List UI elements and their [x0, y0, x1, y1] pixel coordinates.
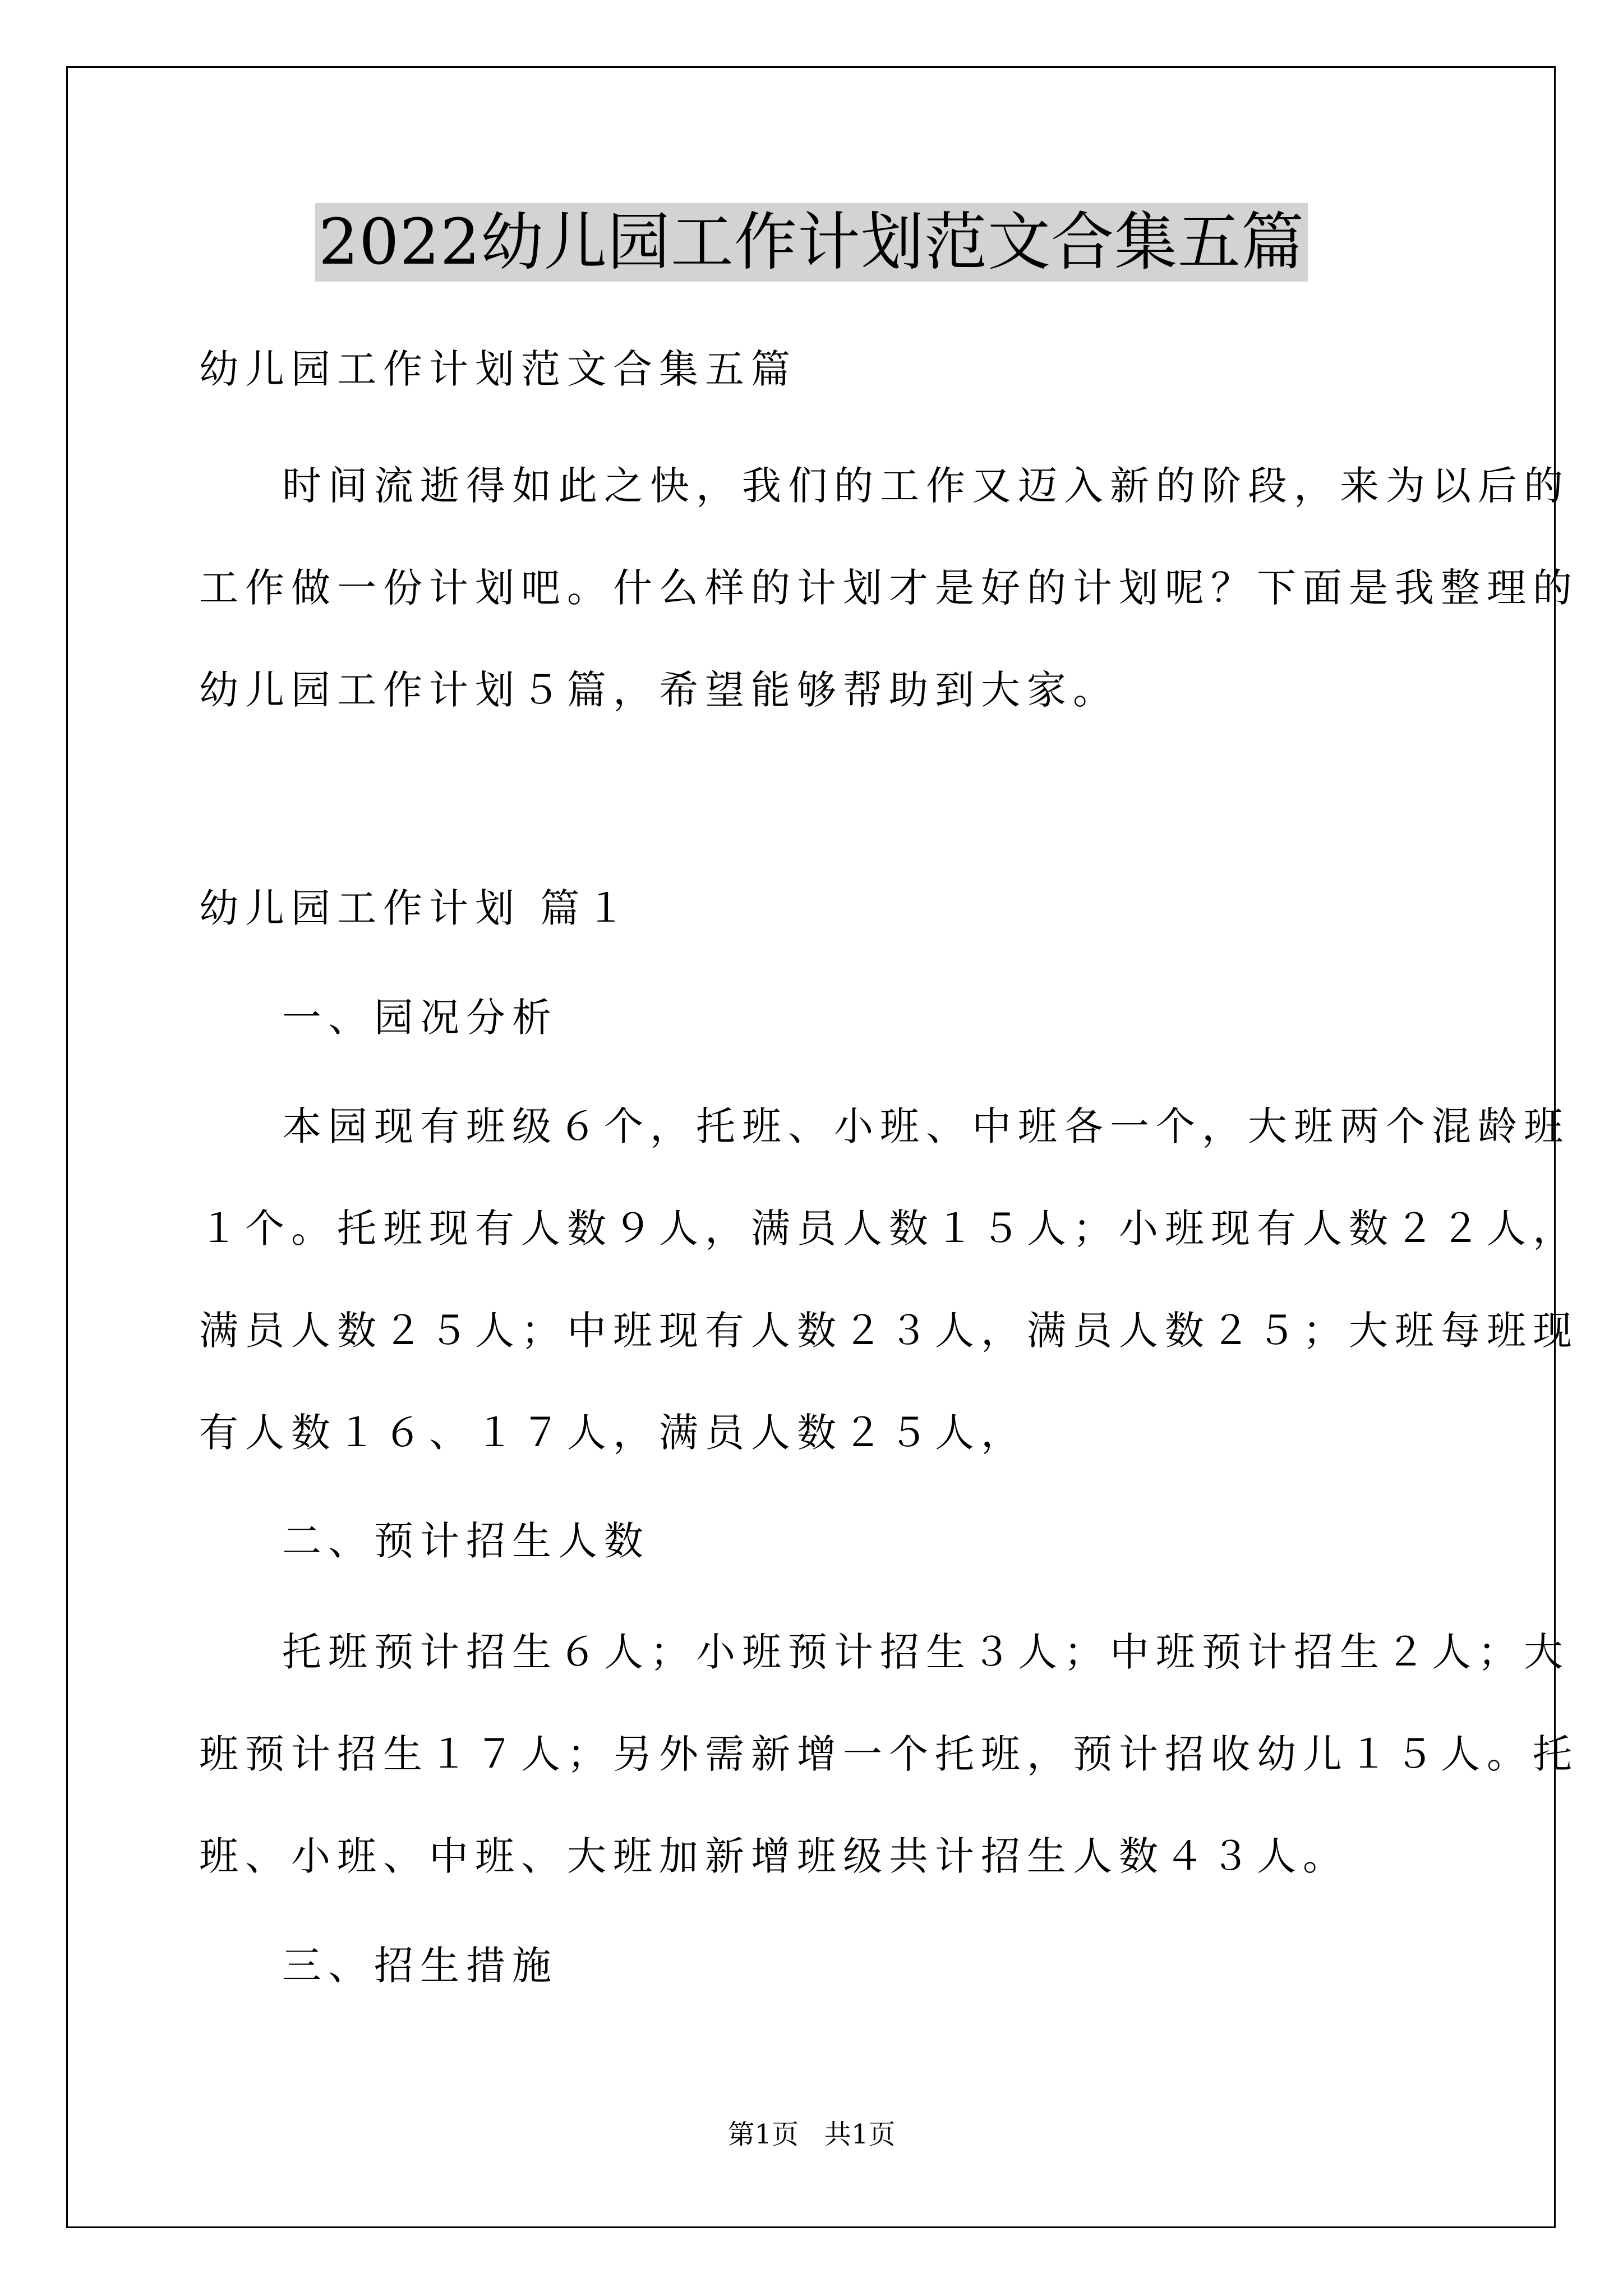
heading-enrollment-measures: 三、招生措施	[282, 1943, 558, 1989]
para-1-line-1: 本园现有班级６个，托班、小班、中班各一个，大班两个混龄班	[282, 1103, 1570, 1149]
para-1-line-3: 满员人数２５人；中班现有人数２３人，满员人数２５；大班每班现	[199, 1308, 1579, 1354]
para-1-line-4: 有人数１６、１７人，满员人数２５人，	[199, 1410, 1027, 1456]
section-title: 幼儿园工作计划 篇１	[199, 885, 633, 931]
heading-enrollment-forecast: 二、预计招生人数	[282, 1518, 650, 1564]
para-2-line-3: 班、小班、中班、大班加新增班级共计招生人数４３人。	[199, 1833, 1349, 1879]
page-footer: 第1页 共1页	[727, 2119, 896, 2150]
intro-line-3: 幼儿园工作计划５篇，希望能够帮助到大家。	[199, 667, 1119, 713]
intro-line-1: 时间流逝得如此之快，我们的工作又迈入新的阶段，来为以后的	[282, 463, 1570, 509]
heading-situation-analysis: 一、园况分析	[282, 995, 558, 1041]
document-subtitle: 幼儿园工作计划范文合集五篇	[199, 346, 797, 392]
para-2-line-2: 班预计招生１７人；另外需新增一个托班，预计招收幼儿１５人。托	[199, 1731, 1579, 1777]
para-1-line-2: １个。托班现有人数９人，满员人数１５人；小班现有人数２２人，	[199, 1205, 1579, 1251]
intro-line-2: 工作做一份计划吧。什么样的计划才是好的计划呢？下面是我整理的	[199, 565, 1579, 611]
document-title-text: 2022幼儿园工作计划范文合集五篇	[315, 203, 1308, 282]
document-title	[0, 203, 1623, 282]
para-2-line-1: 托班预计招生６人；小班预计招生３人；中班预计招生２人；大	[282, 1629, 1570, 1675]
